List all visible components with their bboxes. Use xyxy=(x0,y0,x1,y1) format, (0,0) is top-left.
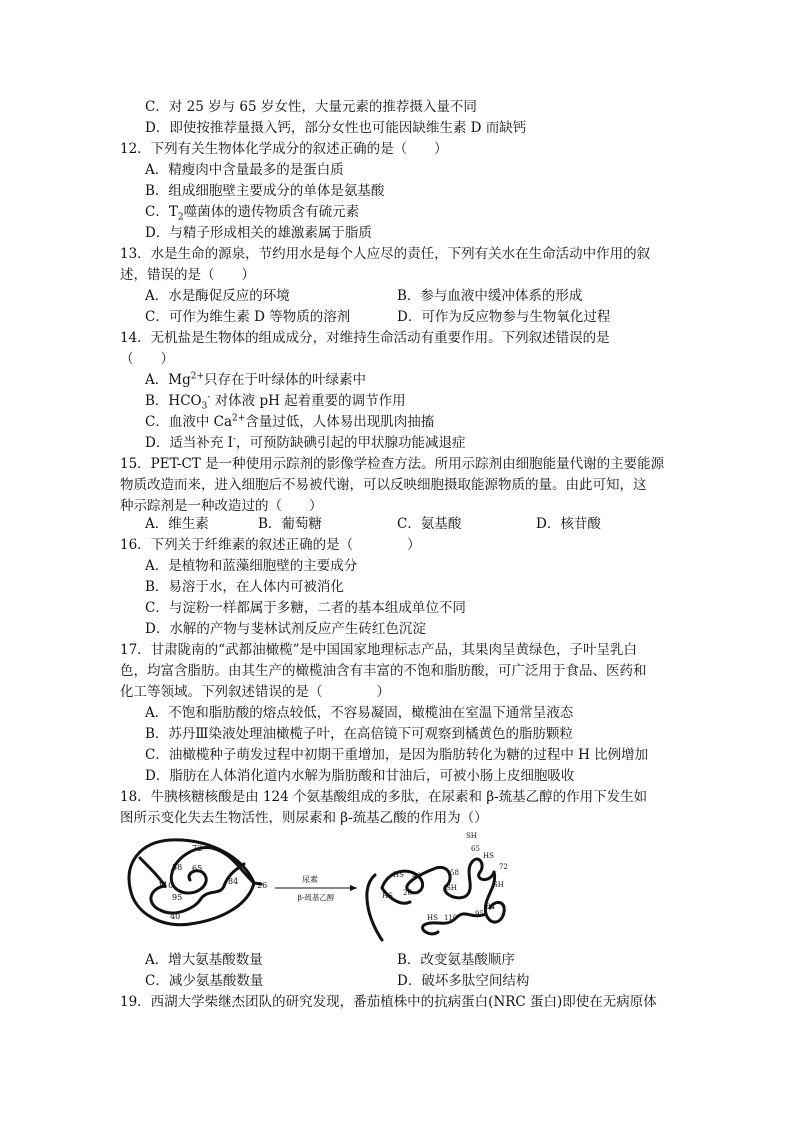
q14-option-c: C．血液中 $Ca^{2+}$含量过低，人体易出现肌肉抽搐 xyxy=(145,413,435,430)
question-19-line1: 19．西湖大学柴继杰团队的研究发现，番茄植株中的抗病蛋白(NRC 蛋白)即使在无病原体 xyxy=(120,994,657,1010)
question-17-line2: 色，均富含脂肪。由其生产的橄榄油含有丰富的不饱和脂肪酸，可广泛用于食品、医药和 xyxy=(120,663,647,679)
q14-option-d: D．适当补充 I-，可预防缺碘引起的甲状腺功能减退症 xyxy=(145,434,466,451)
label-26-right: 26 xyxy=(403,889,412,897)
question-18-line2: 图所示变化失去生物活性，则尿素和 β-巯基乙酸的作用为（） xyxy=(120,810,488,826)
q12-option-d: D．与精子形成相关的雄激素属于脂质 xyxy=(145,225,372,241)
label-84-right: 84 xyxy=(486,903,495,911)
label-hs-bottom: HS xyxy=(427,914,438,922)
reaction-arrow xyxy=(275,874,357,902)
q14-option-b: B．$HCO_3^-$ 对体液 pH 起着重要的调节作用 xyxy=(145,392,406,412)
q13-option-b: B．参与血液中缓冲体系的形成 xyxy=(397,288,583,304)
q13-option-d: D．可作为反应物参与生物氧化过程 xyxy=(397,309,611,325)
label-95-right: 95 xyxy=(475,910,484,918)
question-14-line1: 14．无机盐是生物体的组成成分，对维持生命活动有重要作用。下列叙述错误的是 xyxy=(120,330,610,346)
question-18-line1: 18．牛胰核糖核酸是由 124 个氨基酸组成的多肽，在尿素和 β-巯基乙醇的作用下发生如 xyxy=(120,789,648,805)
label-65-right: 65 xyxy=(471,845,480,853)
question-15-line3: 种示踪剂是一种改造过的（ ） xyxy=(120,498,323,514)
q13-option-c: C．可作为维生素 D 等物质的溶剂 xyxy=(145,309,351,325)
arrow-bottom-label: β-巯基乙醇 xyxy=(297,893,335,902)
label-sh-mid: SH xyxy=(446,884,457,892)
q12-option-b: B．组成细胞壁主要成分的单体是氨基酸 xyxy=(145,183,385,199)
q16-option-c: C．与淀粉一样都属于多糖，二者的基本组成单位不同 xyxy=(145,600,466,616)
label-40-right: 40 xyxy=(412,872,421,880)
label-hs-low: HS xyxy=(382,892,393,900)
inner-loop-1 xyxy=(171,848,254,893)
question-17-line3: 化工等领域。下列叙述错误的是（ ） xyxy=(120,684,390,700)
q11-option-c: C．对 25 岁与 65 岁女性，大量元素的推荐摄入量不同 xyxy=(145,99,477,115)
question-13-line1: 13．水是生命的源泉，节约用水是每个人应尽的责任，下列有关水在生命活动中作用的叙 xyxy=(120,246,651,262)
q15-option-a: A．维生素 xyxy=(145,516,209,532)
q18-option-b: B．改变氨基酸顺序 xyxy=(397,952,515,968)
q15-option-d: D．核苷酸 xyxy=(536,516,601,532)
question-15-line2: 物质改造而来，进入细胞后不易被代谢，可以反映细胞摄取能源物质的量。由此可知，这 xyxy=(120,477,647,493)
q15-option-b: B．葡萄糖 xyxy=(258,516,322,532)
question-12: 12．下列有关生物体化学成分的叙述正确的是（ ） xyxy=(120,141,448,157)
label-84: 84 xyxy=(228,877,239,886)
label-72-right: 72 xyxy=(499,863,508,871)
label-hs-top: HS xyxy=(483,852,494,860)
label-95: 95 xyxy=(172,893,183,902)
question-15-line1: 15．PET-CT 是一种使用示踪剂的影像学检查方法。所用示踪剂由细胞能量代谢的主要能源 xyxy=(120,456,665,472)
q12-option-c: C．$T_2$噬菌体的遗传物质含有硫元素 xyxy=(145,204,360,223)
polypeptide-diagram xyxy=(120,828,540,948)
label-110-right: 110 xyxy=(444,914,458,922)
label-40: 40 xyxy=(170,912,181,921)
q17-option-b: B．苏丹Ⅲ染液处理油橄榄子叶，在高倍镜下可观察到橘黄色的脂肪颗粒 xyxy=(145,726,573,742)
left-labels xyxy=(158,844,267,921)
question-16: 16．下列关于纤维素的叙述正确的是（ ） xyxy=(120,537,421,553)
q18-option-d: D．破坏多肽空间结构 xyxy=(397,973,530,989)
label-58-right: 58 xyxy=(450,869,459,877)
label-65: 65 xyxy=(192,864,203,873)
q17-option-a: A．不饱和脂肪酸的熔点较低，不容易凝固，橄榄油在室温下通常呈液态 xyxy=(145,705,574,721)
label-26: 26 xyxy=(257,881,268,890)
question-13-line2: 述，错误的是（ ） xyxy=(120,267,255,283)
chain-segment-2 xyxy=(445,859,494,898)
label-110: 110 xyxy=(158,881,174,890)
q12-option-a: A．精瘦肉中含量最多的是蛋白质 xyxy=(145,162,344,178)
label-sh-top: SH xyxy=(466,832,477,840)
arrow-head xyxy=(350,885,357,891)
label-58: 58 xyxy=(172,863,183,872)
q11-option-d: D．即使按推荐量摄入钙，部分女性也可能因缺维生素 D 而缺钙 xyxy=(145,120,527,136)
q18-option-c: C．减少氨基酸数量 xyxy=(145,973,264,989)
q18-option-a: A．增大氨基酸数量 xyxy=(145,952,263,968)
q16-option-d: D．水解的产物与斐林试剂反应产生砖红色沉淀 xyxy=(145,621,426,637)
question-17-line1: 17．甘肃陇南的“武都油橄榄”是中国国家地理标志产品，其果肉呈黄绿色，子叶呈乳白 xyxy=(120,642,637,658)
label-72: 72 xyxy=(192,844,203,853)
q17-option-c: C．油橄榄种子萌发过程中初期干重增加，是因为脂肪转化为糖的过程中 H 比例增加 xyxy=(145,747,649,763)
label-hs-left: HS xyxy=(393,871,404,879)
q17-option-d: D．脂肪在人体消化道内水解为脂肪酸和甘油后，可被小肠上皮细胞吸收 xyxy=(145,768,575,784)
q15-option-c: C．氨基酸 xyxy=(397,516,462,532)
question-14-line2: （ ） xyxy=(120,351,174,367)
q16-option-a: A．是植物和蓝藻细胞壁的主要成分 xyxy=(145,558,358,574)
q14-option-a: A．$Mg^{2+}$只存在于叶绿体的叶绿素中 xyxy=(145,371,366,388)
q13-option-a: A．水是酶促反应的环境 xyxy=(145,288,290,304)
chain-start xyxy=(367,875,382,940)
label-sh-right: SH xyxy=(493,881,504,889)
arrow-top-label: 尿素 xyxy=(302,875,318,884)
q16-option-b: B．易溶于水，在人体内可被消化 xyxy=(145,579,344,595)
